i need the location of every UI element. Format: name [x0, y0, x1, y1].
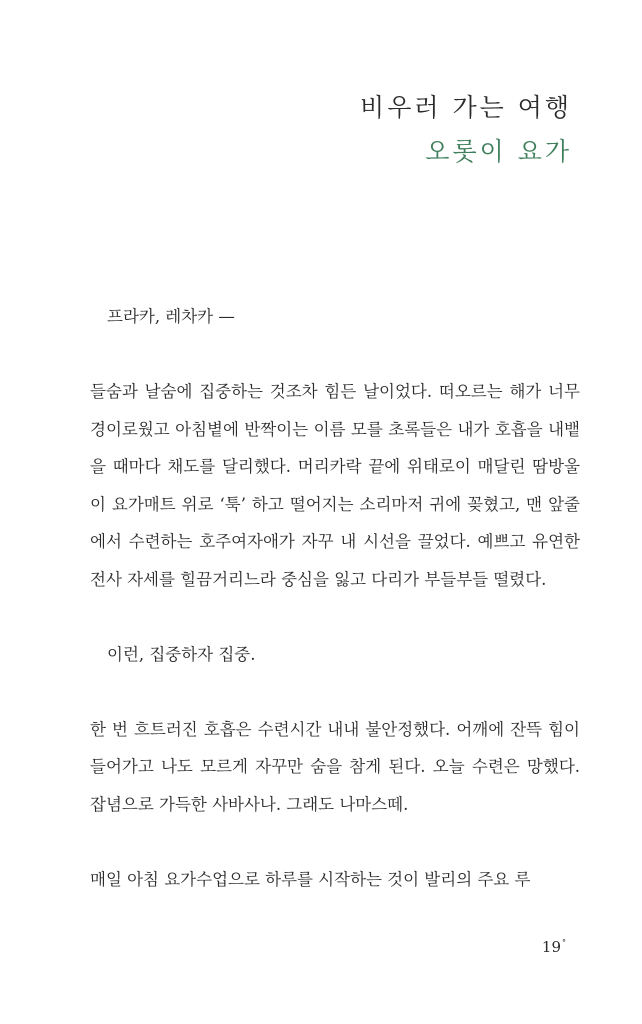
chapter-title: 비우러 가는 여행 [360, 93, 572, 122]
page-number [542, 938, 566, 956]
paragraph-gap [90, 598, 580, 636]
page-number-value: 19 [541, 938, 561, 956]
paragraph-3: 이런, 집중하자 집중. [107, 644, 256, 664]
paragraph-gap [90, 823, 580, 861]
paragraph-1: 프라카, 레차카 — [107, 307, 235, 326]
body-text [90, 298, 580, 898]
chapter-subtitle: 오롯이 요가 [425, 137, 572, 166]
page-number-mark: ° [562, 938, 566, 947]
paragraph-5: 매일 아침 요가수업으로 하루를 시작하는 것이 발리의 주요 루 [90, 869, 531, 889]
chapter-header [360, 88, 572, 172]
paragraph-2: 들숨과 날숨에 집중하는 것조차 힘든 날이었다. 떠오르는 해가 너무 경이로웠고 아침볕에 반짝이는 이름 모를 초록들은 내가 호흡을 내뱉을 때마다 채도를 달리했다. 머리카락 끝에 위태로이 매달린 땀방울이 요가매트 위로 ‘툭’ 하고 떨어지는 소리마저 귀에 꽂혔고, 맨 앞줄에서 수련하는 호주여자애가 자꾸 내 시선을 끌었다. 예쁘고 유연한 전사 자세를 힐끔거리느라 중심을 잃고 다리가 부들부들 떨렸다. [90, 382, 580, 589]
paragraph-gap [90, 673, 580, 711]
paragraph-gap [90, 336, 580, 374]
paragraph-4: 한 번 흐트러진 호흡은 수련시간 내내 불안정했다. 어깨에 잔뜩 힘이 들어가고 나도 모르게 자꾸만 숨을 참게 된다. 오늘 수련은 망했다. 잡념으로 가득한 사바사나. 그래도 나마스떼. [90, 719, 580, 814]
